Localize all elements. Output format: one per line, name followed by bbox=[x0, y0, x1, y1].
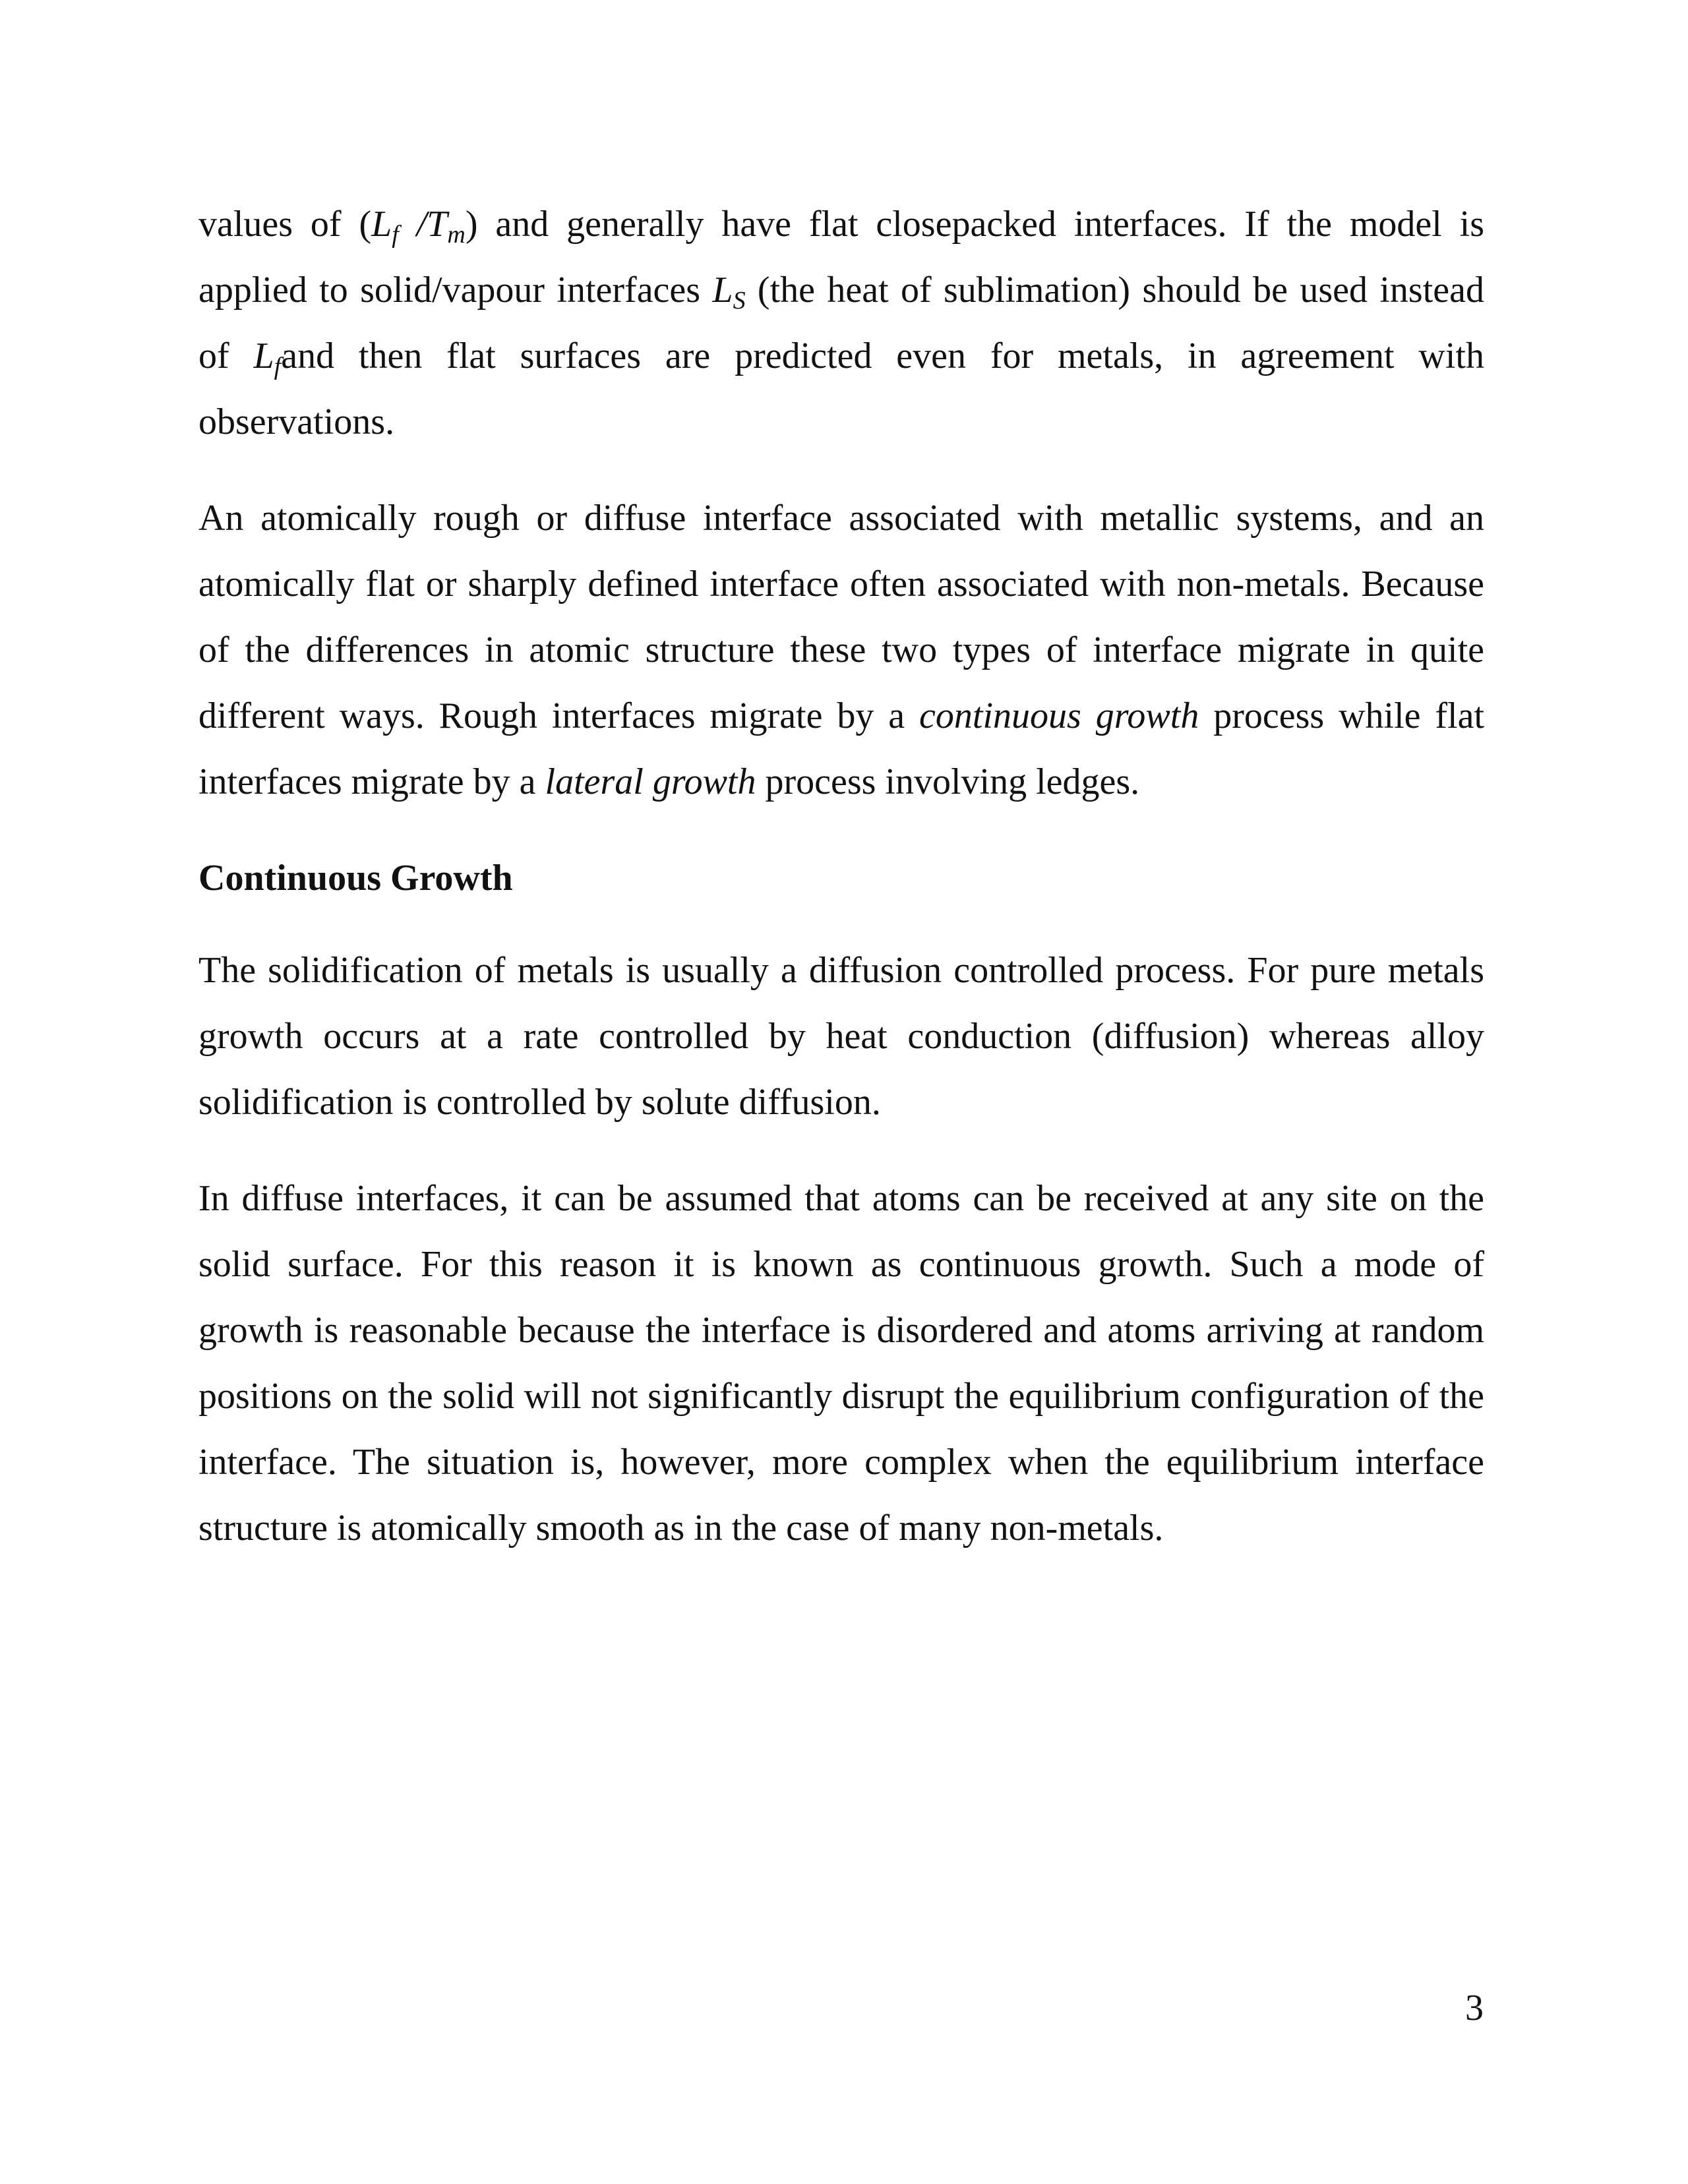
text-run: and then flat surfaces are predicted even for metals, in agreement with observations. bbox=[198, 336, 1484, 442]
page-number: 3 bbox=[1465, 1988, 1484, 2028]
italic-term: T bbox=[427, 204, 448, 245]
italic-term: / bbox=[398, 204, 427, 245]
paragraph-solidification bbox=[198, 937, 1484, 1135]
italic-term: L bbox=[712, 270, 733, 310]
text-run: (the heat of sublimation) should be used instead of bbox=[198, 270, 1484, 376]
italic-term: L bbox=[253, 336, 274, 376]
subscript: f bbox=[392, 221, 399, 249]
text-run: process while flat interfaces migrate by a bbox=[198, 695, 1485, 802]
paragraph-interface-types bbox=[198, 485, 1484, 815]
subscript: f bbox=[274, 353, 282, 380]
italic-term: continuous growth bbox=[919, 695, 1199, 736]
text-run: In diffuse interfaces, it can be assumed that atoms can be received at any site on the solid surface. For this reason it is known as continuous growth. Such a mode of growth is reasonable because the interface is disordered and atoms arriving at random positions on the solid will not significantly disrupt the equilibrium configuration of the interface. The situation is, however, more complex when the equilibrium interface structure is atomically smooth as in the case of many non-metals. bbox=[198, 1178, 1484, 1549]
text-run: ) and generally have flat closepacked interfaces. If the model is applied to solid/vapour interfaces bbox=[198, 204, 1485, 310]
text-run: process involving ledges. bbox=[756, 761, 1140, 802]
italic-term: L bbox=[371, 204, 392, 245]
text-run: values of ( bbox=[198, 204, 372, 245]
paragraph-diffuse-interfaces bbox=[198, 1166, 1484, 1561]
text-run: An atomically rough or diffuse interface associated with metallic systems, and an atomically flat or sharply defined interface often associated with non-metals. Because of the differences in atomic structure these two types of interface migrate in quite different ways. Rough interfaces migrate by a bbox=[198, 498, 1484, 736]
section-heading: Continuous Growth bbox=[198, 858, 513, 899]
page-content bbox=[198, 191, 1484, 1561]
italic-term: lateral growth bbox=[545, 761, 756, 802]
text-run: The solidification of metals is usually a diffusion controlled process. For pure metals growth occurs at a rate controlled by heat conduction (diffusion) whereas alloy solidification is controlled by solute diffusion. bbox=[198, 950, 1484, 1123]
subscript: m bbox=[447, 221, 466, 249]
paragraph-interface-model bbox=[198, 191, 1484, 455]
subscript: S bbox=[733, 287, 746, 314]
